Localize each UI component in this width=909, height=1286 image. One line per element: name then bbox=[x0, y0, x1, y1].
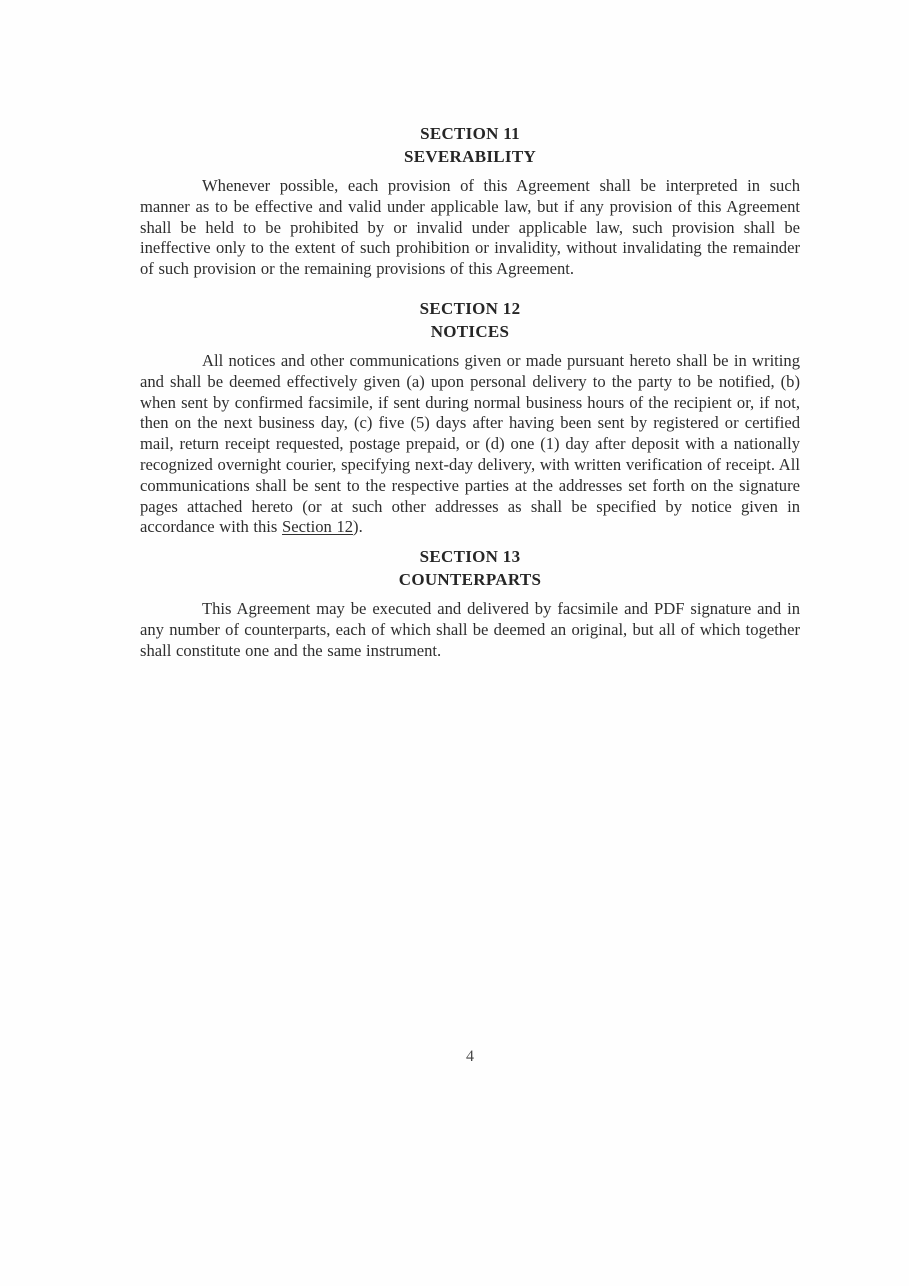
section-12-heading-title: NOTICES bbox=[430, 321, 510, 341]
page-number: 4 bbox=[466, 1048, 474, 1065]
section-11-heading-title: SEVERABILITY bbox=[403, 147, 537, 166]
section-11-paragraph: Whenever possible, each provision of this Agreement shall be interpreted in such manner as to be effective and valid under applicable law, but if any provision of this Agreement shall be held to be prohibited by or invalid under applicable law, such provision shall be ineffective only to the extent of such prohibition or invalidity, without invalidating the remainder of such provision or the remaining provisions of this Agreement. bbox=[140, 176, 800, 279]
section-13-paragraph: This Agreement may be executed and delivered by facsimile and PDF signature and in any number of counterparts, each of which shall be deemed an original, but all of which together shall constitute one and the same instrument. bbox=[140, 599, 800, 660]
section-11 bbox=[140, 122, 800, 280]
section-12-heading-number: SECTION 12 bbox=[419, 298, 521, 318]
section-11-heading bbox=[140, 122, 800, 168]
section-12-cross-reference: Section 12 bbox=[282, 517, 354, 537]
section-13-heading bbox=[140, 545, 800, 591]
section-12-heading bbox=[140, 297, 800, 343]
section-12 bbox=[140, 297, 800, 538]
section-11-heading-number: SECTION 11 bbox=[420, 124, 520, 143]
document-content bbox=[140, 0, 800, 662]
section-13-heading-title: COUNTERPARTS bbox=[398, 570, 542, 590]
section-13 bbox=[140, 545, 800, 661]
section-12-paragraph-end: ). bbox=[353, 517, 363, 537]
section-12-paragraph-text: All notices and other communications given or made pursuant hereto shall be in writing and shall be deemed effectively given (a) upon personal delivery to the party to be notified, (b) when sent by confirmed facsimile, if sent during normal business hours of the recipient or, if not, then on the next business day, (c) five (5) days after having been sent by registered or certified mail, return receipt requested, postage prepaid, or (d) one (1) day after deposit with a nationally recognized overnight courier, specifying next-day delivery, with written verification of receipt. All communications shall be sent to the respective parties at the addresses set forth on the signature pages attached hereto (or at such other addresses as shall be specified by notice given in accordance with this bbox=[140, 350, 800, 537]
section-13-heading-number: SECTION 13 bbox=[419, 547, 521, 567]
section-12-paragraph bbox=[140, 351, 800, 538]
